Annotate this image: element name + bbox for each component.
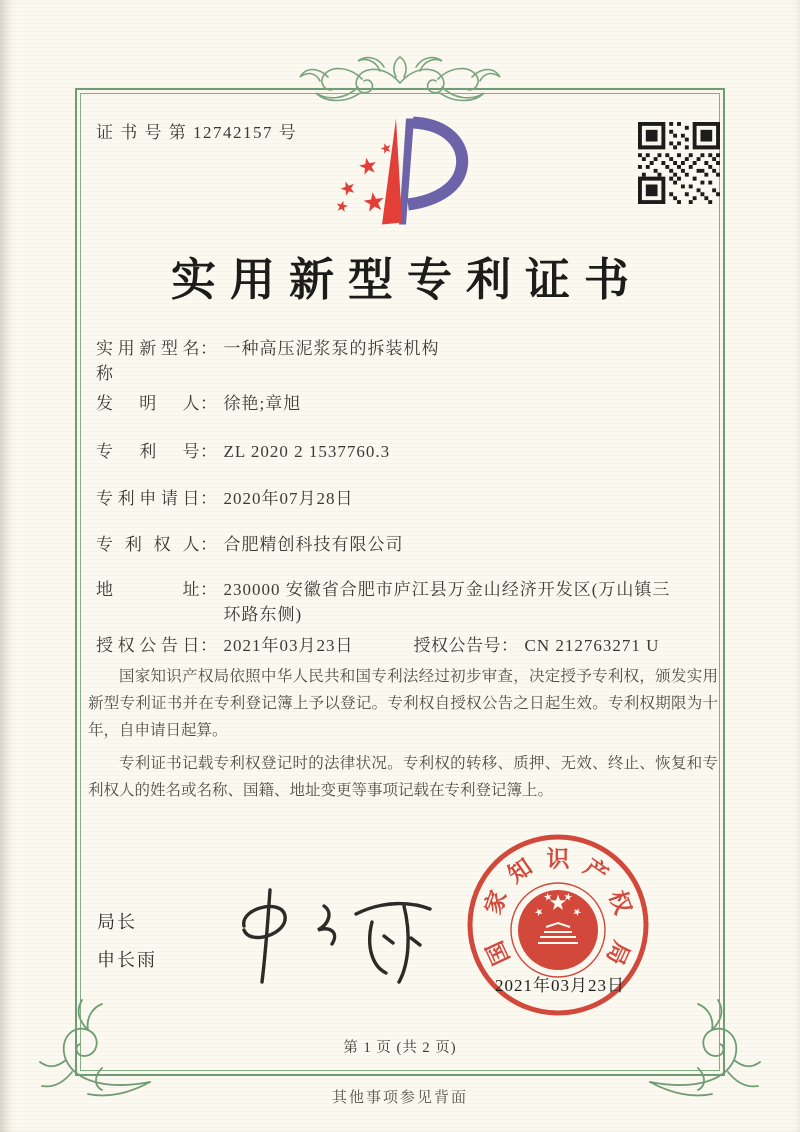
field-label: 发明人: [96, 394, 200, 413]
grant-number-group: [414, 634, 660, 659]
field-colon: ：: [200, 489, 218, 508]
field-value: CN 212763271 U: [524, 636, 660, 655]
field-row-filing-date: [96, 487, 354, 512]
signer-name: 申长雨: [97, 950, 157, 970]
legal-paragraph: 专利证书记载专利权登记时的法律状况。专利权的转移、质押、无效、终止、恢复和专利权人的姓名或名称、国籍、地址变更等事项记载在专利登记簿上。: [88, 754, 718, 799]
field-value: 2021年03月23日: [223, 636, 354, 655]
field-row-inventor: [96, 392, 301, 417]
field-label: 专利号: [96, 442, 200, 461]
seal-char: 识: [546, 846, 570, 872]
seal-char: 产: [579, 854, 613, 888]
field-colon: ：: [200, 394, 218, 413]
field-row-patentee: [96, 533, 404, 558]
field-value: ZL 2020 2 1537760.3: [223, 442, 391, 461]
back-note: 其他事项参见背面: [331, 1090, 468, 1106]
field-colon: ：: [501, 636, 519, 655]
certificate-number: 证 书 号 第 12742157 号: [96, 123, 298, 142]
seal-date: 2021年03月23日: [495, 976, 625, 995]
cnipa-logo-icon: [330, 110, 475, 236]
field-row-name: [96, 337, 440, 386]
signer-block: [97, 908, 157, 984]
field-colon: ：: [200, 535, 218, 554]
legal-text: [88, 664, 718, 811]
signer-post: 局长: [97, 912, 137, 932]
field-value: 2020年07月28日: [223, 489, 354, 508]
page-title: 实用新型专利证书: [170, 255, 643, 305]
field-value: 一种高压泥浆泵的拆装机构: [223, 339, 440, 358]
field-row-grant: [96, 634, 659, 659]
field-colon: ：: [200, 339, 218, 358]
flourish-top-icon: [270, 46, 530, 106]
commissioner-signature-icon: [208, 878, 440, 990]
field-row-address: [96, 578, 676, 627]
seal-char: 国: [482, 937, 515, 969]
qr-code-icon: [638, 122, 720, 204]
field-value: 合肥精创科技有限公司: [223, 535, 404, 554]
seal-char: 知: [503, 854, 537, 888]
field-label: 实用新型名称: [96, 339, 200, 383]
page-indicator: 第 1 页 (共 2 页): [343, 1040, 457, 1056]
field-value: 230000 安徽省合肥市庐江县万金山经济开发区(万山镇三环路东侧): [223, 580, 671, 624]
field-label: 授权公告日: [96, 636, 200, 655]
field-label: 专利权人: [96, 535, 200, 554]
seal-char: 局: [601, 937, 634, 969]
seal-char: 家: [480, 887, 512, 918]
field-label: 地址: [96, 580, 200, 599]
legal-paragraph: 国家知识产权局依照中华人民共和国专利法经过初步审查，决定授予专利权，颁发实用新型专利证书并在专利登记簿上予以登记。专利权自授权公告之日起生效。专利权期限为十年，自申请日起算。: [88, 668, 718, 739]
field-colon: ：: [200, 580, 218, 599]
field-label: 专利申请日: [96, 489, 200, 508]
field-value: 徐艳;章旭: [223, 394, 302, 413]
seal-char: 权: [604, 887, 636, 918]
field-label: 授权公告号: [413, 636, 501, 655]
field-colon: ：: [200, 636, 218, 655]
field-row-patent-number: [96, 440, 390, 465]
field-colon: ：: [200, 442, 218, 461]
